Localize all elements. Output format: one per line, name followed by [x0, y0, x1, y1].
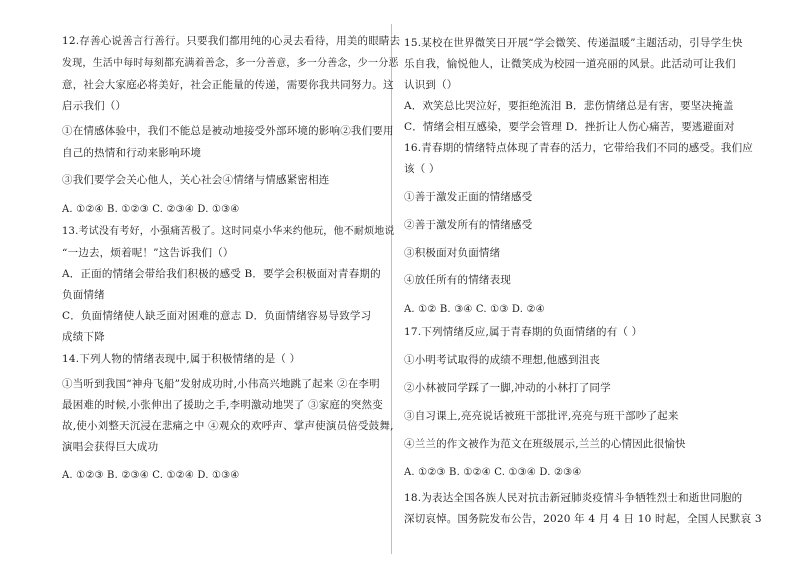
- q13-option-d-cont: 成绩下降: [62, 331, 105, 343]
- q16-statement-2: ②善于激发所有的情绪感受: [404, 219, 533, 231]
- q13-line-1: 13.考试没有考好，小强痛苦极了。这时同桌小华来约他玩，他不耐烦地说: [62, 226, 395, 237]
- q14-line-1: 14.下列人物的情绪表现中,属于积极情绪的是（ ）: [62, 353, 301, 365]
- q16-statement-1: ①善于激发正面的情绪感受: [404, 191, 533, 203]
- q15-line-1: 15.某校在世界微笑日开展“学会微笑、传递温暖”主题活动，引导学生快: [404, 37, 743, 49]
- q12-statement-3: ③我们要学会关心他人，关心社会④情绪与情感紧密相连: [62, 174, 330, 186]
- q17-statement-1: ①小明考试取得的成绩不理想,他感到沮丧: [404, 354, 601, 366]
- q14-options: A. ①②③ B. ②③④ C. ①②④ D. ①③④: [62, 470, 240, 481]
- q14-statement-4: 演唱会获得巨大成功: [62, 441, 159, 453]
- q17-statement-3: ③自习课上,亮亮说话被班干部批评,亮亮与班干部吵了起来: [404, 410, 679, 422]
- q15-line-2: 乐自我，愉悦他人，让微笑成为校园一道亮丽的风景。此活动可让我们: [404, 58, 736, 70]
- q12-line-3: 意，社会大家庭必将美好，社会正能量的传递，需要你我共同努力。这: [62, 79, 394, 91]
- q13-line-2: “一边去，烦着呢！”这告诉我们（）: [62, 247, 234, 259]
- q14-statement-2: 最困难的时候,小张伸出了援助之手,李明激动地哭了 ③家庭的突然变: [62, 399, 383, 411]
- q13-option-ab: A．正面的情绪会带给我们积极的感受 B．要学会积极面对青春期的: [62, 268, 381, 280]
- q17-statement-4: ④兰兰的作文被作为范文在班级展示,兰兰的心情因此很愉快: [404, 438, 686, 450]
- q16-line-1: 16.青春期的情绪特点体现了青春的活力，它带给我们不同的感受。我们应: [404, 142, 753, 154]
- q16-statement-4: ④放任所有的情绪表现: [404, 274, 511, 286]
- q17-options: A. ①②③ B. ①②④ C. ①③④ D. ②③④: [404, 467, 582, 478]
- q17-statement-2: ②小林被同学踩了一脚,冲动的小林打了同学: [404, 382, 611, 394]
- q17-line-1: 17.下列情绪反应,属于青春期的负面情绪的有（ ）: [404, 326, 643, 338]
- left-column: [62, 0, 402, 562]
- q14-statement-3: 故,使小刘整天沉浸在悲痛之中 ④观众的欢呼声、掌声使演员倍受鼓舞,: [62, 420, 394, 432]
- q12-statement-2: 自己的热情和行动来影响环境: [62, 147, 202, 159]
- q16-options: A. ①② B. ③④ C. ①③ D. ②④: [404, 304, 545, 315]
- q12-options: A. ①②④ B. ①②③ C. ②③④ D. ①③④: [62, 204, 240, 215]
- q15-option-cd: C．情绪会相互感染，要学会管理 D．挫折让人伤心痛苦，要逃避面对: [404, 121, 735, 133]
- q15-line-3: 认识到（）: [404, 79, 458, 91]
- q12-statement-1: ①在情感体验中，我们不能总是被动地接受外部环境的影响②我们要用: [62, 125, 394, 137]
- q15-option-ab: A．欢笑总比哭泣好，要拒绝流泪 B．悲伤情绪总是有害，要坚决掩盖: [404, 100, 734, 112]
- right-column: [404, 0, 764, 562]
- q18-line-2: 深切哀悼。国务院发布公告，2020 年 4 月 4 日 10 时起，全国人民默哀 3: [404, 513, 762, 525]
- q12-line-1: 12.存善心说善言行善行。只要我们都用纯的心灵去看待，用美的眼睛去: [62, 35, 401, 47]
- q12-line-4: 启示我们（）: [62, 100, 127, 112]
- q16-line-2: 该（ ）: [404, 163, 440, 175]
- q16-statement-3: ③积极面对负面情绪: [404, 247, 501, 259]
- q13-option-cd: C．负面情绪使人缺乏面对困难的意志 D．负面情绪容易导致学习: [62, 310, 372, 322]
- q18-line-1: 18.为表达全国各族人民对抗击新冠肺炎疫情斗争牺牲烈士和逝世同胞的: [404, 492, 743, 504]
- q13-option-b-cont: 负面情绪: [62, 289, 105, 301]
- q14-statement-1: ①当听到我国“神舟飞船”发射成功时,小伟高兴地跳了起来 ②在李明: [62, 378, 380, 390]
- q12-line-2: 发现，生活中每时每刻都充满着善念，多一分善意，多一分善念，少一分恶: [62, 58, 399, 69]
